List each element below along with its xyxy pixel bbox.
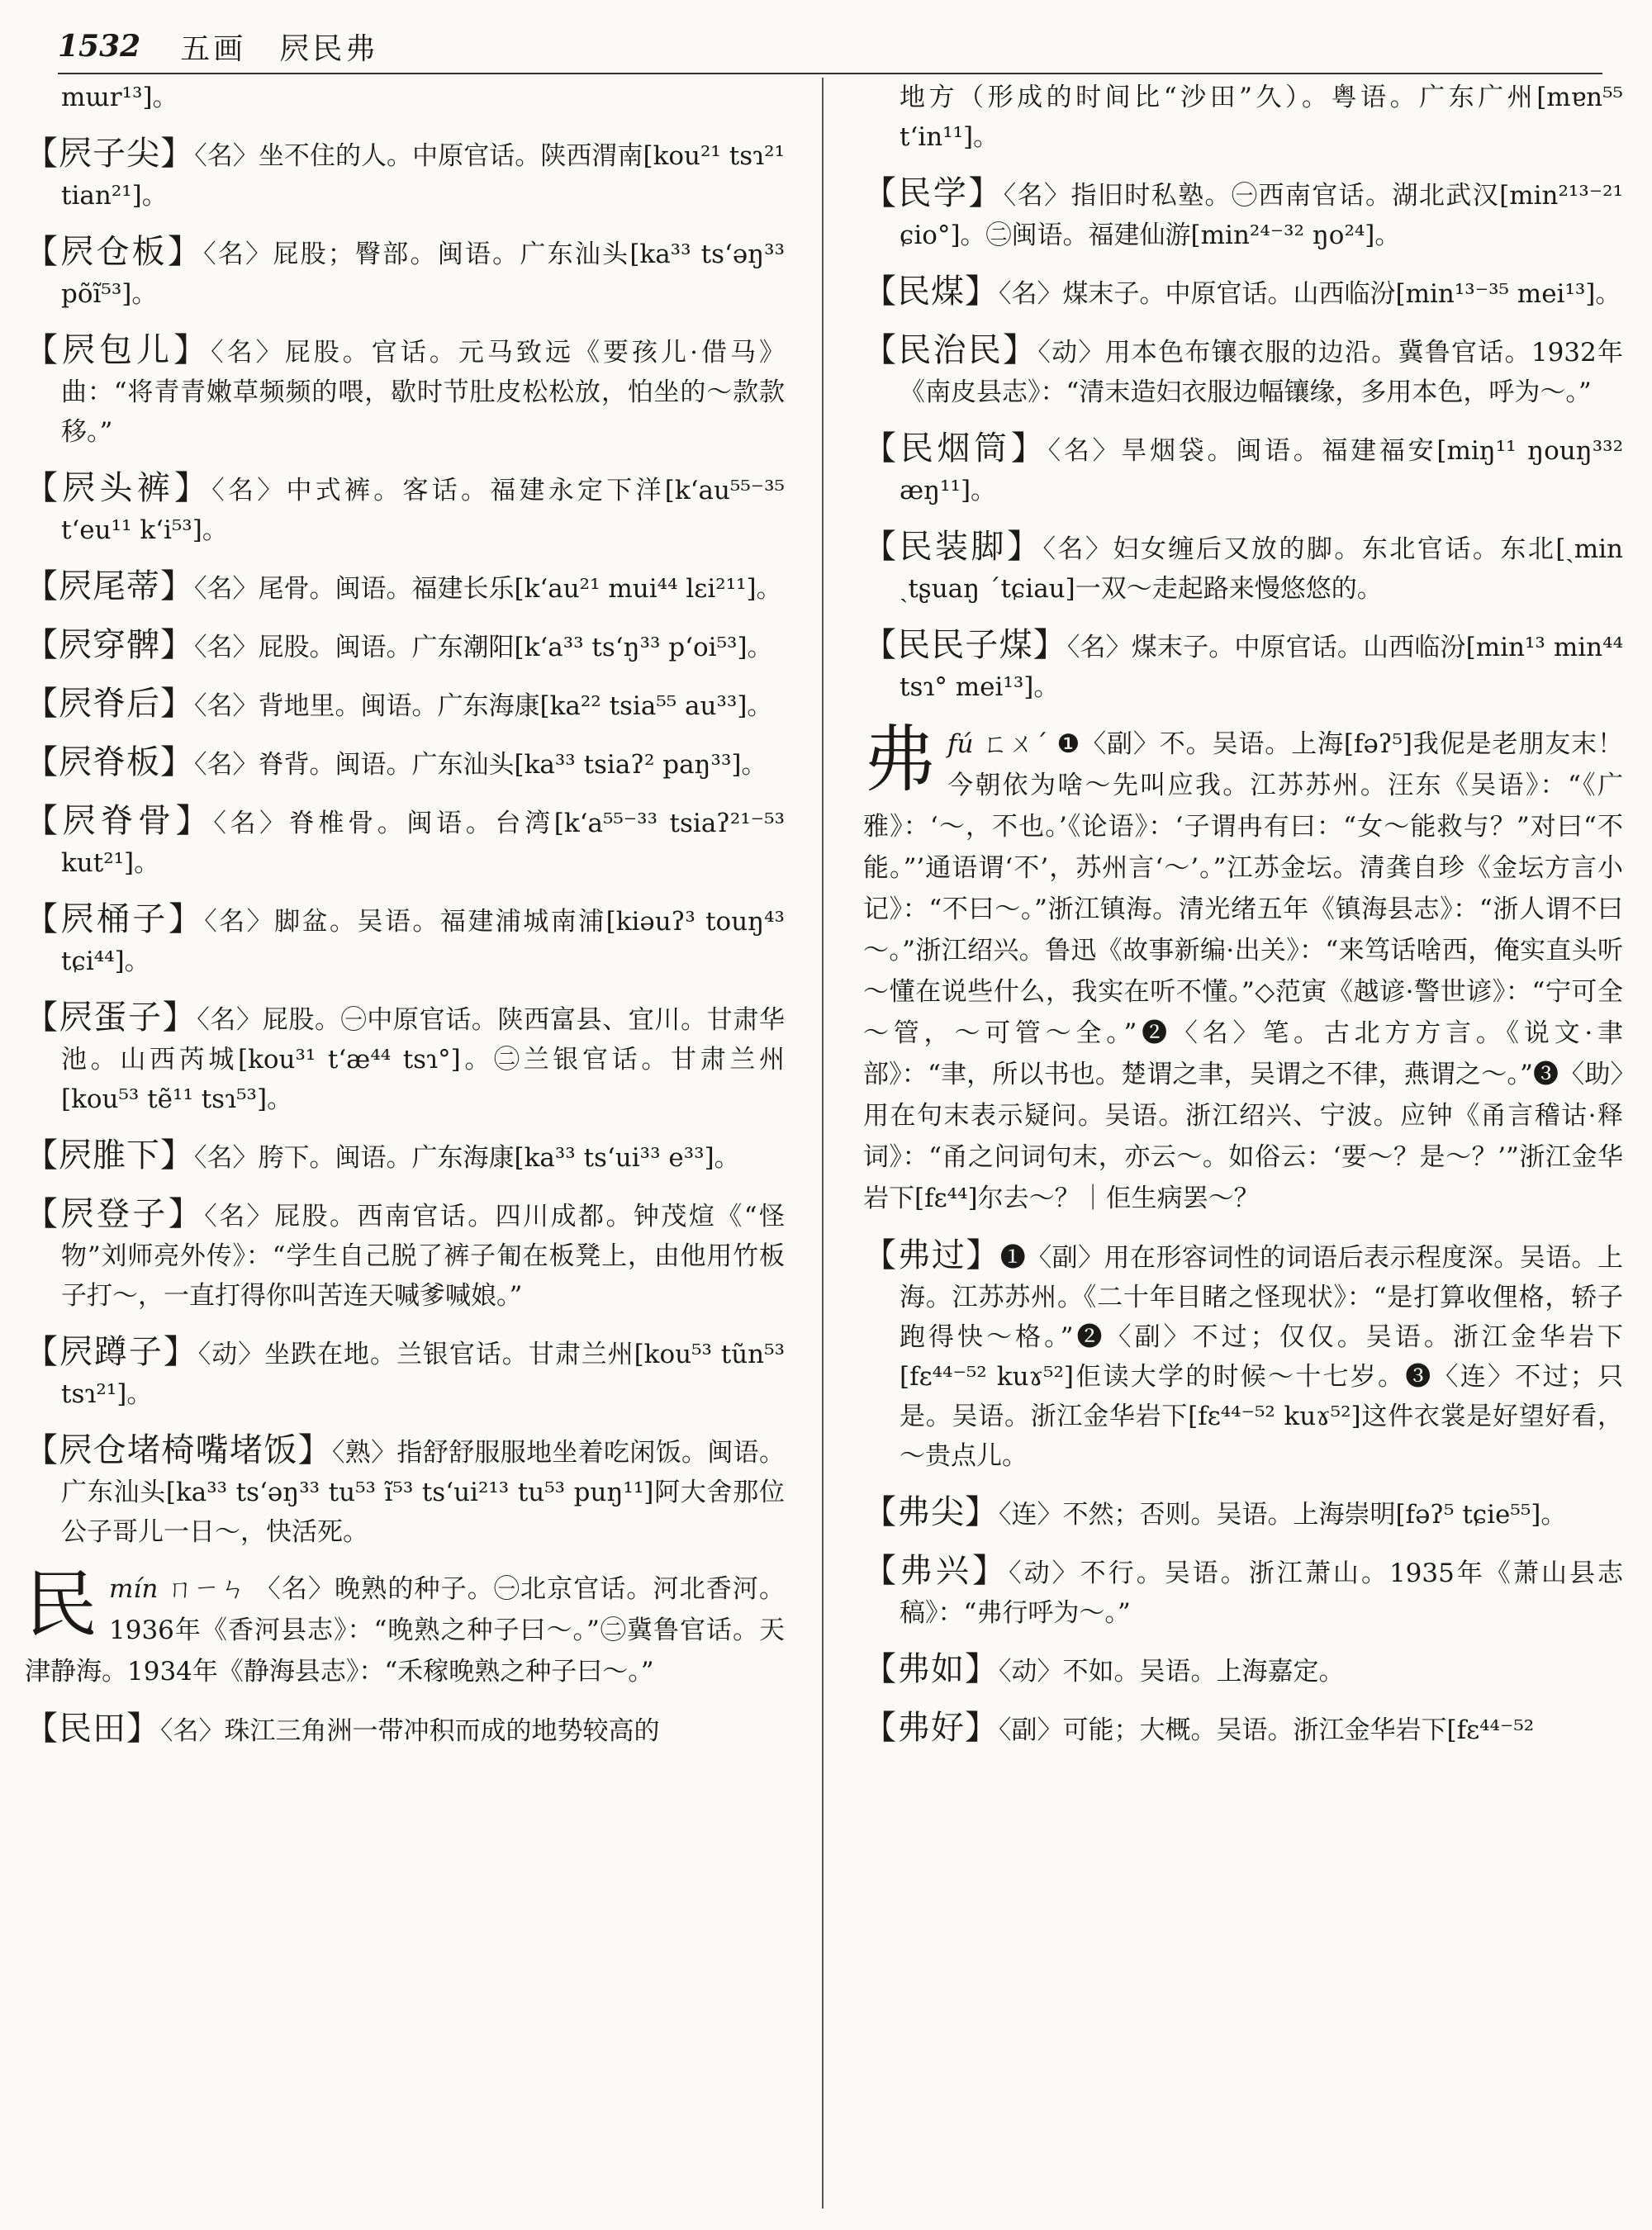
entry-definition: 〈名〉屁股；臀部。闽语。广东汕头[ka³³ ts‘əŋ³³ põĩ⁵³]。 [61, 240, 785, 309]
entry-definition: 〈动〉用本色布镶衣服的边沿。冀鲁官话。1932年《南皮县志》：“清末造妇衣服边幅镶缘，多用本色，呼为～。” [900, 338, 1623, 407]
headword-definition: ❶〈副〉不。吴语。上海[fəʔ⁵]我伲是老朋友末！今朝依为啥～先叫应我。江苏苏州。汪东《吴语》：“《广雅》：‘～，不也。’《论语》：‘子谓冉有曰：“女～能救与？”对曰“不能。”’通语谓‘不’，苏州言‘～’。”江苏金坛。清龚自珍《金坛方言小记》：“不曰～。”浙江镇海。清光绪五年《镇海县志》：“浙人谓不曰～。”浙江绍兴。鲁迅《故事新编·出关》：“来笃话啥西，俺实直头听～懂在说些什么，我实在听不懂。”◇范寅《越谚·警世谚》：“宁可全～管，～可管～全。”❷〈名〉笔。古北方方言。《说文·聿部》：“聿，所以书也。楚谓之聿，吴谓之不律，燕谓之～。”❸〈助〉用在句末表示疑问。吴语。浙江绍兴、宁波。应钟《甬言稽诂·释词》：“甬之问词句末，亦云～。如俗云：‘要～？是～？’”浙江金华岩下[fɛ⁴⁴]尔去～？｜佢生病罢～？ [863, 729, 1623, 1213]
entry-headword: 【民装脚】 [863, 528, 1043, 566]
dictionary-entry [25, 684, 785, 726]
page-number: 1532 [58, 29, 141, 64]
entry-definition: 〈名〉屁股。㊀中原官话。陕西富县、宜川。甘肃华池。山西芮城[kou³¹ t‘æ⁴⁴ tsɿ°]。㊁兰银官话。甘肃兰州[kou⁵³ tẽ¹¹ tsɿ⁵³]。 [61, 1005, 785, 1114]
headword-block-fu [863, 717, 1623, 1219]
entry-headword: 【屄尾蒂】 [25, 567, 194, 605]
dictionary-entry [863, 527, 1623, 609]
entry-headword: 【民田】 [25, 1710, 160, 1748]
zhuyin: ㄈㄨˊ [981, 729, 1049, 759]
dictionary-entry [25, 1194, 785, 1316]
entry-definition: 〈名〉屁股。西南官话。四川成都。钟茂煊《“怪物”刘师亮外传》：“学生自己脱了裤子匍在板凳上，由他用竹板子打～，一直打得你叫苦连天喊爹喊娘。” [61, 1202, 785, 1311]
entry-headword: 【屄蛋子】 [25, 999, 197, 1037]
entry-headword: 【弗兴】 [863, 1552, 1009, 1590]
dictionary-entry [25, 1431, 785, 1552]
entry-definition: 〈连〉不然；否则。吴语。上海崇明[fəʔ⁵ tɕie⁵⁵]。 [999, 1500, 1567, 1530]
entry-definition: 〈名〉脚盆。吴语。福建浦城南浦[kiəuʔ³ touŋ⁴³ tɕi⁴⁴]。 [61, 907, 785, 976]
entry-definition: 〈动〉不行。吴语。浙江萧山。1935年《萧山县志稿》：“弗行呼为～。” [900, 1559, 1623, 1628]
entry-headword: 【屄桶子】 [25, 900, 205, 938]
entry-headword: 【民学】 [863, 174, 1004, 212]
entry-headword: 【屄脽下】 [25, 1136, 194, 1174]
entry-definition: 〈名〉旱烟袋。闽语。福建福安[miŋ¹¹ ŋouŋ³³² æŋ¹¹]。 [900, 436, 1623, 505]
entry-headword: 【民煤】 [863, 273, 999, 311]
entry-definition: 〈名〉背地里。闽语。广东海康[ka²² tsia⁵⁵ au³³]。 [194, 691, 773, 721]
headword-block-min [25, 1562, 785, 1692]
dictionary-entry [25, 998, 785, 1119]
dictionary-entry [25, 743, 785, 785]
entry-definition: 〈熟〉指舒舒服服地坐着吃闲饭。闽语。广东汕头[ka³³ ts‘əŋ³³ tu⁵³ ĩ⁵³ ts‘ui²¹³ tu⁵³ puŋ¹¹]阿大舍那位公子哥儿一日～，快活死。 [61, 1438, 785, 1547]
dictionary-entry [25, 134, 785, 216]
entry-headword: 【屄仓板】 [25, 233, 204, 271]
entry-definition: 〈名〉屁股。闽语。广东潮阳[k‘a³³ ts‘ŋ³³ p‘oi⁵³]。 [194, 633, 773, 662]
headword-definition: 〈名〉晚熟的种子。㊀北京官话。河北香河。1936年《香河县志》：“晚熟之种子曰～。”㊁冀鲁官话。天津静海。1934年《静海县志》：“禾稼晚熟之种子曰～。” [25, 1574, 785, 1687]
entry-headword: 【屄脊骨】 [25, 802, 214, 840]
entry-definition: 〈动〉坐跌在地。兰银官话。甘肃兰州[kou⁵³ tũn⁵³ tsɿ²¹]。 [61, 1340, 785, 1409]
entry-headword: 【弗如】 [863, 1650, 999, 1688]
entry-headword: 【弗尖】 [863, 1493, 999, 1531]
header-title: 五画 屄民弗 [180, 31, 379, 66]
dictionary-entry [863, 429, 1623, 510]
entry-headword: 【民民子煤】 [863, 626, 1067, 664]
entry-headword: 【屄蹲子】 [25, 1333, 198, 1371]
dictionary-entry [25, 567, 785, 609]
dictionary-entry [25, 232, 785, 314]
entry-headword: 【屄脊后】 [25, 685, 194, 723]
entry-definition: 〈名〉尾骨。闽语。福建长乐[k‘au²¹ mui⁴⁴ lɛi²¹¹]。 [194, 574, 782, 604]
dictionary-entry [863, 1649, 1623, 1691]
entry-headword: 【弗好】 [863, 1709, 999, 1747]
dictionary-entry [863, 1551, 1623, 1633]
entry-definition: 〈名〉珠江三角洲一带冲积而成的地势较高的 [160, 1716, 660, 1746]
headword-character: 弗 [863, 717, 937, 802]
entry-definition: 〈动〉不如。吴语。上海嘉定。 [999, 1657, 1345, 1687]
dictionary-entry [863, 1492, 1623, 1535]
entry-definition: 〈名〉妇女缠后又放的脚。东北官话。东北[ˏmin ˏtʂuaŋ ˊtɕiau]一双～走起路来慢悠悠的。 [900, 534, 1623, 604]
entry-definition: 〈名〉坐不住的人。中原官话。陕西渭南[kou²¹ tsɿ²¹ tian²¹]。 [61, 141, 785, 211]
dictionary-entry [25, 1136, 785, 1178]
entry-headword: 【屄穿髀】 [25, 626, 194, 664]
dictionary-entry [25, 801, 785, 883]
entry-definition: 〈名〉指旧时私塾。㊀西南官话。湖北武汉[min²¹³⁻²¹ ɕio°]。㊁闽语。福建仙游[min²⁴⁻³² ŋo²⁴]。 [900, 181, 1623, 250]
header-rule [58, 73, 1602, 74]
entry-headword: 【民治民】 [863, 331, 1038, 369]
entry-definition: ❶〈副〉用在形容词性的词语后表示程度深。吴语。上海。江苏苏州。《二十年目睹之怪现状》：“是打算收俚格，轿子跑得快～格。”❷〈副〉不过；仅仅。吴语。浙江金华岩下[fɛ⁴⁴⁻⁵² kuɤ⁵²]佢读大学的时候～十七岁。❸〈连〉不过；只是。吴语。浙江金华岩下[fɛ⁴⁴⁻⁵² kuɤ⁵²]这件衣裳是好望好看，～贵点儿。 [900, 1243, 1623, 1471]
dictionary-entry [863, 625, 1623, 707]
entry-definition: 〈名〉胯下。闽语。广东海康[ka³³ ts‘ui³³ e³³]。 [194, 1143, 740, 1173]
entry-headword: 【民烟筒】 [863, 429, 1048, 467]
dictionary-entry [863, 1708, 1623, 1750]
dictionary-entry [25, 1709, 785, 1751]
entry-definition: 〈副〉可能；大概。吴语。浙江金华岩下[fɛ⁴⁴⁻⁵² [999, 1715, 1535, 1745]
dictionary-entry [863, 173, 1623, 255]
dictionary-entry [25, 625, 785, 667]
entry-definition: 〈名〉屁股。官话。元马致远《要孩儿·借马》曲：“将青青嫩草频频的喂，歇时节肚皮松松放，怕坐的～款款移。” [61, 338, 785, 447]
column-divider [822, 78, 824, 2209]
left-column [25, 78, 785, 2217]
dictionary-entry [25, 468, 785, 550]
entry-definition: 〈名〉脊椎骨。闽语。台湾[k‘a⁵⁵⁻³³ tsiaʔ²¹⁻⁵³ kut²¹]。 [61, 809, 785, 878]
headword-character: 民 [25, 1562, 98, 1647]
pinyin: fú [947, 729, 974, 759]
dictionary-entry [25, 330, 785, 452]
zhuyin: ㄇㄧㄣ [166, 1574, 247, 1604]
entry-definition: 〈名〉煤末子。中原官话。山西临汾[min¹³ min⁴⁴ tsɿ° mei¹³]。 [900, 633, 1623, 702]
dictionary-entry [863, 1236, 1623, 1476]
dictionary-entry [863, 272, 1623, 314]
entry-headword: 【屄包儿】 [25, 331, 211, 369]
entry-headword: 【屄仓堵椅嘴堵饭】 [25, 1431, 332, 1469]
entry-headword: 【屄脊板】 [25, 743, 194, 781]
entry-definition: 〈名〉煤末子。中原官话。山西临汾[min¹³⁻³⁵ mei¹³]。 [999, 279, 1621, 309]
entry-definition: 〈名〉中式裤。客话。福建永定下洋[k‘au⁵⁵⁻³⁵ t‘eu¹¹ k‘i⁵³]。 [61, 476, 785, 545]
dictionary-entry [25, 899, 785, 981]
entry-definition: 〈名〉脊背。闽语。广东汕头[ka³³ tsiaʔ² paŋ³³]。 [194, 750, 767, 780]
dictionary-entry [25, 1332, 785, 1414]
dictionary-entry [863, 330, 1623, 412]
continuation-text: mɯr¹³]。 [61, 83, 178, 112]
entry-headword: 【屄登子】 [25, 1195, 205, 1233]
page-header [58, 21, 1594, 71]
right-column [863, 78, 1623, 2217]
entry-headword: 【屄头裤】 [25, 469, 212, 507]
entry-headword: 【屄子尖】 [25, 135, 195, 173]
pinyin: mín [109, 1574, 159, 1604]
continuation-text: 地方（形成的时间比“沙田”久）。粤语。广东广州[mɐn⁵⁵ t‘in¹¹]。 [900, 83, 1623, 152]
entry-headword: 【弗过】 [863, 1236, 1000, 1274]
